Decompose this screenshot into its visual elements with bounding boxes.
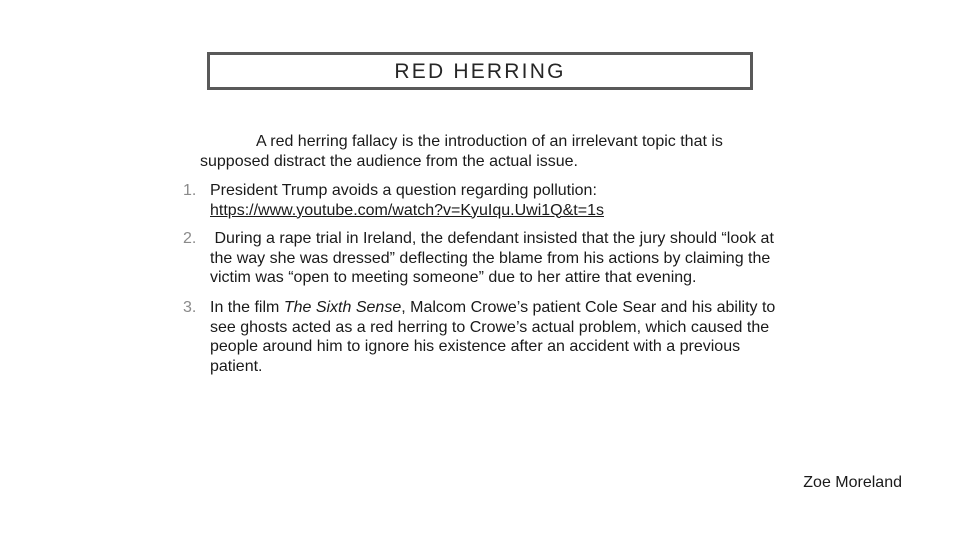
title-inner — [210, 55, 750, 87]
intro-paragraph: A red herring fallacy is the introduction of an irrelevant topic that is supposed distract the audience from the actual issue. — [200, 133, 723, 170]
author-name: Zoe Moreland — [803, 474, 902, 491]
examples-list — [183, 181, 783, 376]
example-item-1 — [183, 181, 783, 220]
youtube-link[interactable]: https://www.youtube.com/watch?v=KyuIqu.Uwi1Q&t=1s — [210, 201, 604, 219]
list-number: 3. — [183, 298, 197, 316]
list-number: 2. — [183, 230, 197, 248]
example-text-before: In the film — [210, 298, 284, 316]
list-number: 1. — [183, 182, 197, 199]
film-title: The Sixth Sense — [283, 298, 402, 316]
example-text-after: , Malcom Crowe’s patient Cole Sear and his ability to see ghosts acted as a red herring to Crowe’s actual problem, which caused the people around him to ignore his existence after an accident with a previous patient. — [210, 298, 776, 375]
example-text: During a rape trial in Ireland, the defendant insisted that the jury should “look at the way she was dressed” deflecting the blame from his actions by claiming the victim was “open to meeting someone” due to her attire that evening. — [210, 230, 779, 287]
title-box — [207, 52, 753, 90]
slide-title: RED HERRING — [394, 60, 566, 83]
example-item-2 — [183, 229, 783, 288]
example-text: President Trump avoids a question regarding pollution: — [210, 182, 597, 199]
example-item-3 — [183, 298, 783, 376]
